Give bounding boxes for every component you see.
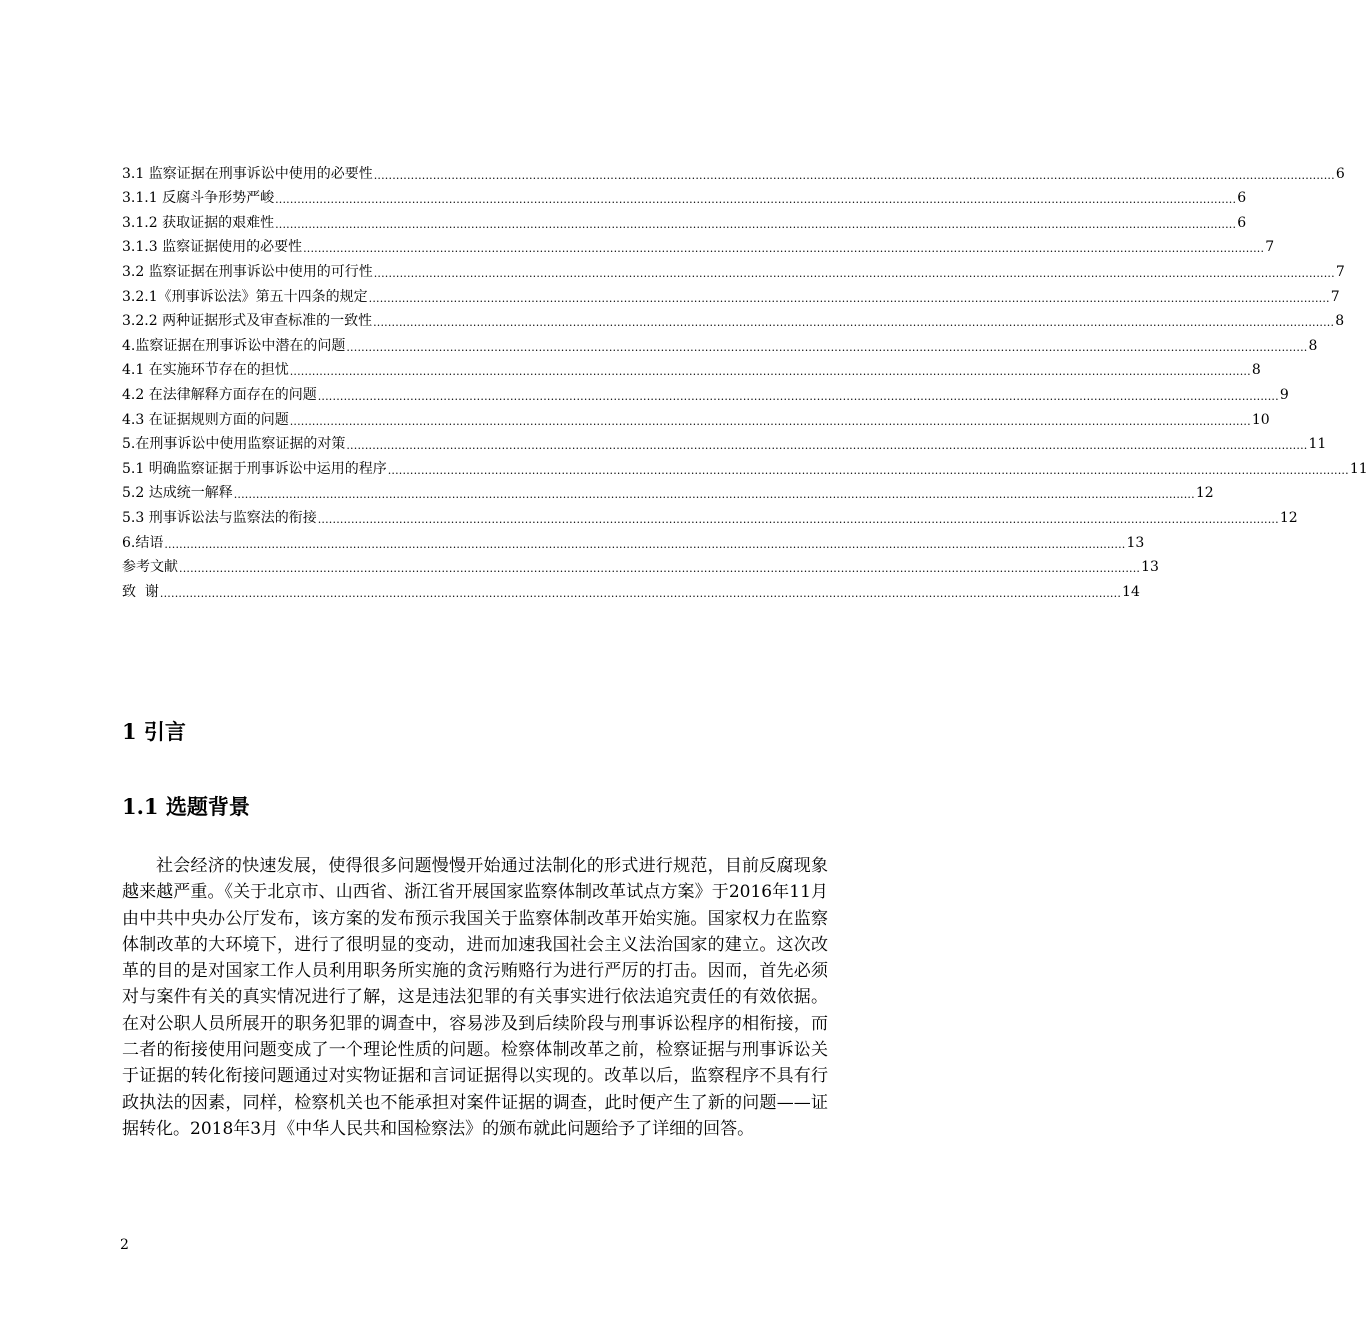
toc-entry[interactable] [122, 232, 1275, 257]
toc-entry-page: 12 [1195, 485, 1214, 502]
toc-entry[interactable] [122, 404, 1270, 429]
toc-entry[interactable] [122, 256, 1345, 281]
toc-entry-page: 14 [1122, 583, 1140, 600]
toc-entry[interactable] [122, 158, 1345, 183]
toc-leader-dots: .................................................................................................................................................................................................................................................................... [387, 463, 1349, 477]
toc-entry-page: 8 [1308, 337, 1318, 354]
toc-entry-page: 6 [1237, 214, 1247, 231]
toc-leader-dots: .................................................................................................................................................................................................................................................................... [289, 414, 1251, 428]
toc-entry-title: 3.2.2 两种证据形式及审查标准的一致性 [122, 313, 373, 330]
toc-entry[interactable] [122, 306, 1345, 331]
toc-entry-page: 8 [1335, 313, 1345, 330]
toc-leader-dots: .................................................................................................................................................................................................................................................................... [303, 242, 1265, 256]
toc-entry[interactable] [122, 478, 1214, 503]
toc-entry-page: 7 [1330, 288, 1340, 305]
toc-entry[interactable] [122, 355, 1261, 380]
toc-entry-title: 4.1 在实施环节存在的担忧 [122, 362, 289, 379]
toc-entry-page: 13 [1141, 559, 1159, 576]
toc-entry[interactable] [122, 429, 1327, 454]
toc-entry-page: 6 [1237, 190, 1247, 207]
toc-entry-page: 11 [1349, 460, 1368, 477]
toc-entry-title: 3.1.1 反腐斗争形势严峻 [122, 190, 275, 207]
toc-leader-dots: .................................................................................................................................................................................................................................................................... [346, 340, 1308, 354]
toc-entry-page: 7 [1335, 263, 1345, 280]
toc-entry[interactable] [122, 281, 1340, 306]
section-heading: 1 引言 [122, 719, 186, 744]
toc-entry-page: 10 [1251, 411, 1270, 428]
toc-entry-page: 12 [1279, 509, 1298, 526]
toc-entry-page: 9 [1279, 386, 1289, 403]
toc-entry[interactable] [122, 207, 1247, 232]
toc-entry[interactable] [122, 527, 1145, 552]
toc-entry-page: 11 [1308, 436, 1327, 453]
toc-entry[interactable] [122, 183, 1247, 208]
toc-entry-title: 5.1 明确监察证据于刑事诉讼中运用的程序 [122, 460, 387, 477]
toc-entry-title: 4.2 在法律解释方面存在的问题 [122, 386, 317, 403]
toc-entry-title: 4.3 在证据规则方面的问题 [122, 411, 289, 428]
toc-entry-title: 3.1.3 监察证据使用的必要性 [122, 239, 303, 256]
toc-entry-title: 5.3 刑事诉讼法与监察法的衔接 [122, 509, 317, 526]
subsection-heading: 1.1 选题背景 [122, 794, 250, 819]
toc-entry[interactable] [122, 576, 1140, 601]
toc-entry-title: 4.监察证据在刑事诉讼中潜在的问题 [122, 337, 346, 354]
table-of-contents [122, 158, 1368, 601]
toc-entry[interactable] [122, 330, 1318, 355]
toc-entry-page: 13 [1126, 534, 1145, 551]
toc-entry-title: 5.2 达成统一解释 [122, 485, 233, 502]
toc-entry-page: 7 [1265, 239, 1275, 256]
toc-entry-title: 3.2.1《刑事诉讼法》第五十四条的规定 [122, 288, 368, 305]
toc-entry-title: 3.2 监察证据在刑事诉讼中使用的可行性 [122, 263, 373, 280]
toc-leader-dots: .................................................................................................................................................................................................................................................................... [164, 537, 1126, 551]
toc-leader-dots: .................................................................................................................................................................................................................................................................... [179, 562, 1141, 576]
toc-entry-title: 致 谢 [122, 583, 159, 600]
toc-leader-dots: .................................................................................................................................................................................................................................................................... [373, 316, 1335, 330]
toc-leader-dots: .................................................................................................................................................................................................................................................................... [317, 389, 1279, 403]
toc-entry-page: 8 [1251, 362, 1261, 379]
body-paragraph: 社会经济的快速发展，使得很多问题慢慢开始通过法制化的形式进行规范，目前反腐现象越来越严重。《关于北京市、山西省、浙江省开展国家监察体制改革试点方案》于2016年11月由中共中央办公厅发布，该方案的发布预示我国关于监察体制改革开始实施。国家权力在监察体制改革的大环境下，进行了很明显的变动，进而加速我国社会主义法治国家的建立。这次改革的目的是对国家工作人员利用职务所实施的贪污贿赂行为进行严厉的打击。因而，首先必须对与案件有关的真实情况进行了解，这是违法犯罪的有关事实进行依法追究责任的有效依据。在对公职人员所展开的职务犯罪的调查中，容易涉及到后续阶段与刑事诉讼程序的相衔接，而二者的衔接使用问题变成了一个理论性质的问题。检察体制改革之前，检察证据与刑事诉讼关于证据的转化衔接问题通过对实物证据和言词证据得以实现的。改革以后，监察程序不具有行政执法的因素，同样，检察机关也不能承担对案件证据的调查，此时便产生了新的问题——证据转化。2018年3月《中华人民共和国检察法》的颁布就此问题给予了详细的回答。 [122, 856, 828, 1139]
toc-entry[interactable] [122, 552, 1159, 577]
toc-leader-dots: .................................................................................................................................................................................................................................................................... [275, 193, 1237, 207]
toc-leader-dots: .................................................................................................................................................................................................................................................................... [289, 365, 1251, 379]
page-number: 2 [120, 1237, 129, 1253]
toc-leader-dots: .................................................................................................................................................................................................................................................................... [346, 439, 1308, 453]
toc-entry-page: 6 [1335, 165, 1345, 182]
toc-leader-dots: .................................................................................................................................................................................................................................................................... [368, 291, 1330, 305]
toc-entry[interactable] [122, 502, 1298, 527]
toc-entry-title: 3.1 监察证据在刑事诉讼中使用的必要性 [122, 165, 373, 182]
toc-leader-dots: .................................................................................................................................................................................................................................................................... [373, 266, 1335, 280]
toc-leader-dots: .................................................................................................................................................................................................................................................................... [317, 512, 1279, 526]
toc-entry[interactable] [122, 379, 1289, 404]
toc-entry-title: 5.在刑事诉讼中使用监察证据的对策 [122, 436, 346, 453]
toc-entry-title: 6.结语 [122, 534, 164, 551]
toc-entry-title: 参考文献 [122, 559, 178, 576]
toc-leader-dots: .................................................................................................................................................................................................................................................................... [233, 488, 1195, 502]
toc-leader-dots: .................................................................................................................................................................................................................................................................... [159, 586, 1122, 600]
toc-entry-title: 3.1.2 获取证据的艰难性 [122, 214, 275, 231]
toc-leader-dots: .................................................................................................................................................................................................................................................................... [373, 168, 1335, 182]
toc-leader-dots: .................................................................................................................................................................................................................................................................... [275, 217, 1237, 231]
toc-entry[interactable] [122, 453, 1368, 478]
